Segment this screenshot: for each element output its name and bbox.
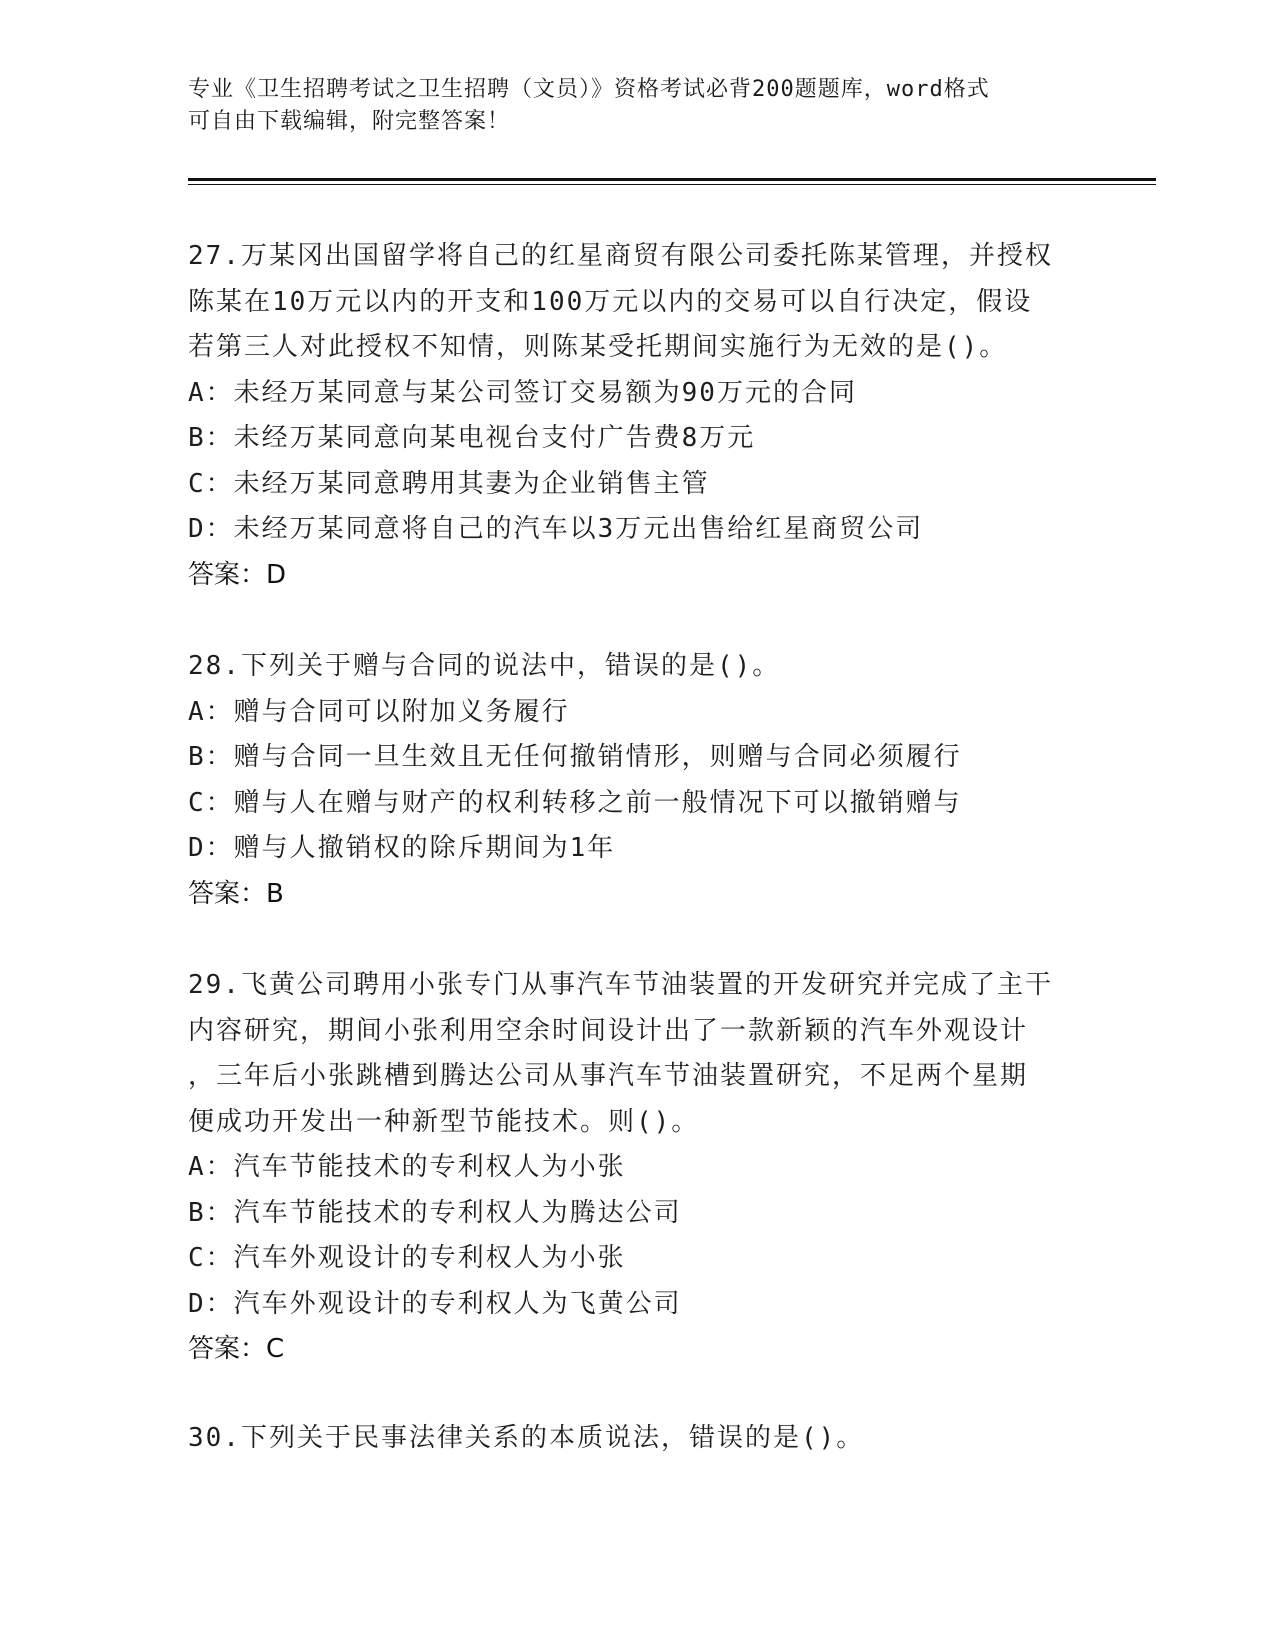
- header-divider-thin: [188, 184, 1156, 185]
- header-title-line-2: 可自由下载编辑，附完整答案！: [188, 109, 511, 134]
- question-28-answer: 答案：B: [188, 878, 284, 909]
- question-29-stem-line-1: 29.飞黄公司聘用小张专门从事汽车节油装置的开发研究并完成了主干: [188, 970, 1053, 1000]
- question-29-stem-line-4: 便成功开发出一种新型节能技术。则()。: [188, 1106, 700, 1137]
- question-29-option-c: C：汽车外观设计的专利权人为小张: [188, 1243, 626, 1273]
- question-29-option-a: A：汽车节能技术的专利权人为小张: [188, 1152, 626, 1182]
- header-title-line-1: 专业《卫生招聘考试之卫生招聘（文员）》资格考试必背200题题库，word格式: [188, 77, 990, 102]
- question-28-option-d: D：赠与人撤销权的除斥期间为1年: [188, 833, 616, 863]
- question-27-stem-line-2: 陈某在10万元以内的开支和100万元以内的交易可以自行决定，假设: [188, 286, 1033, 317]
- question-27-option-b: B：未经万某同意向某电视台支付广告费8万元: [188, 423, 756, 453]
- question-29: [188, 963, 1088, 1373]
- question-27-option-c: C：未经万某同意聘用其妻为企业销售主管: [188, 468, 710, 499]
- question-29-option-b: B：汽车节能技术的专利权人为腾达公司: [188, 1197, 682, 1228]
- question-27-option-a: A：未经万某同意与某公司签订交易额为90万元的合同: [188, 377, 857, 408]
- question-27-stem-line-1: 27.万某冈出国留学将自己的红星商贸有限公司委托陈某管理，并授权: [188, 241, 1053, 271]
- question-27-stem-line-3: 若第三人对此授权不知情，则陈某受托期间实施行为无效的是()。: [188, 332, 1008, 362]
- question-29-option-d: D：汽车外观设计的专利权人为飞黄公司: [188, 1288, 682, 1319]
- question-29-answer: 答案：C: [188, 1334, 285, 1364]
- question-27-option-d: D：未经万某同意将自己的汽车以3万元出售给红星商贸公司: [188, 514, 924, 544]
- question-30: [188, 1416, 1088, 1462]
- question-28-option-a: A：赠与合同可以附加义务履行: [188, 696, 570, 727]
- question-30-stem-line-1: 30.下列关于民事法律关系的本质说法，错误的是()。: [188, 1423, 865, 1453]
- question-27-answer: 答案：D: [188, 559, 287, 590]
- question-28-option-b: B：赠与合同一旦生效且无任何撤销情形，则赠与合同必须履行: [188, 742, 962, 772]
- header-divider-thick: [188, 178, 1156, 181]
- question-27: [188, 234, 1088, 598]
- question-29-stem-line-2: 内容研究，期间小张利用空余时间设计出了一款新颖的汽车外观设计: [188, 1015, 1029, 1046]
- question-28-option-c: C：赠与人在赠与财产的权利转移之前一般情况下可以撤销赠与: [188, 787, 962, 818]
- document-header: [188, 74, 1088, 138]
- question-29-stem-line-3: ，三年后小张跳槽到腾达公司从事汽车节油装置研究，不足两个星期: [188, 1061, 1029, 1091]
- question-28: [188, 644, 1088, 917]
- question-28-stem-line-1: 28.下列关于赠与合同的说法中，错误的是()。: [188, 651, 781, 681]
